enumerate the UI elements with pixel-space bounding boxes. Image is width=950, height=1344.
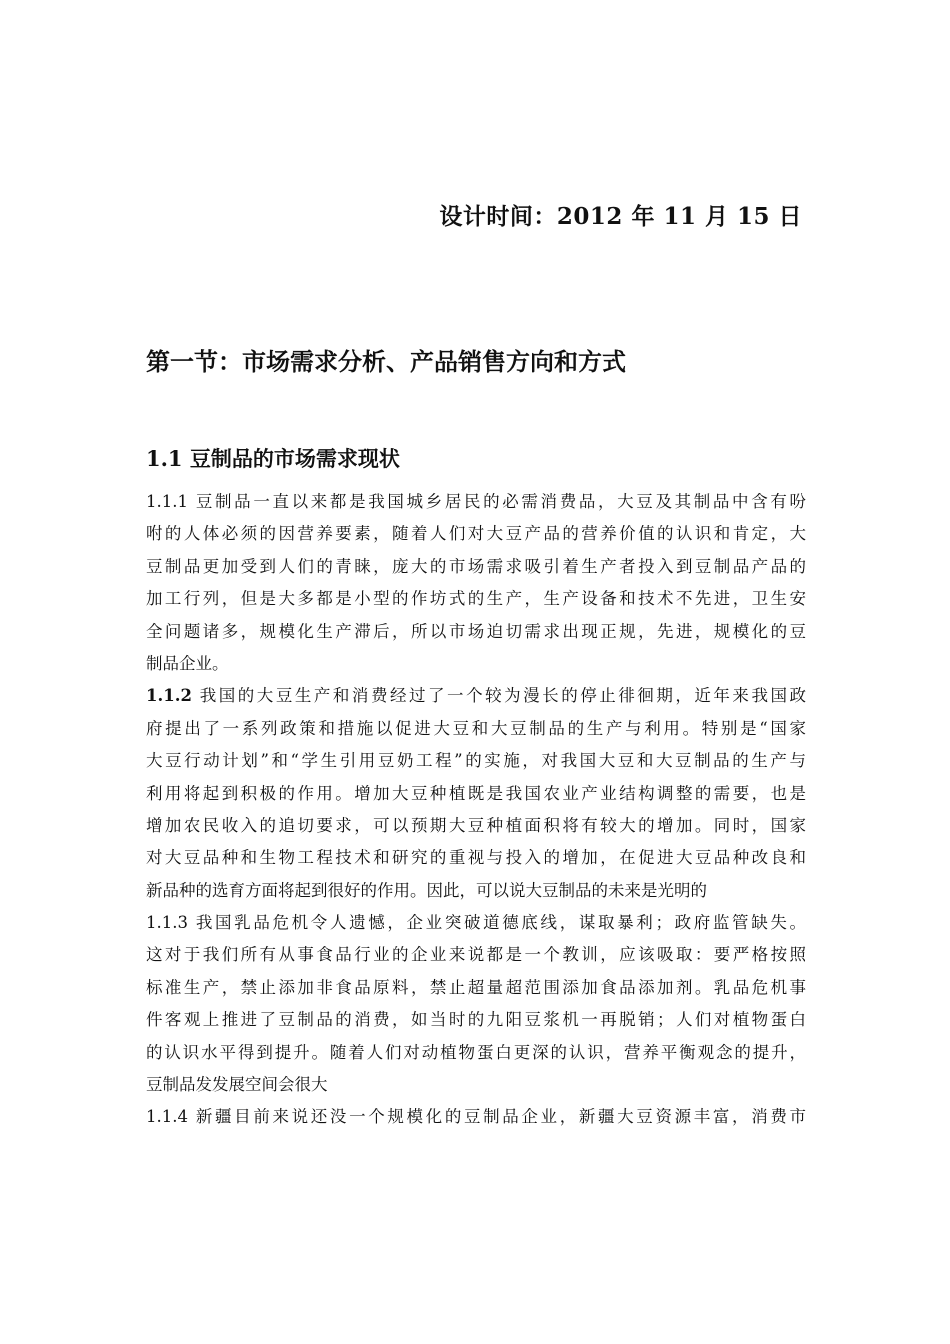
text-line: 这对于我们所有从事食品行业的企业来说都是一个教训，应该吸取：要严格按照 xyxy=(146,945,806,965)
text-line: 新品种的选育方面将起到很好的作用。因此，可以说大豆制品的未来是光明的 xyxy=(146,880,707,900)
text-line: 1.1.3 我国乳品危机令人遗憾，企业突破道德底线，谋取暴利；政府监管缺失。 xyxy=(146,913,806,933)
text-line: 全问题诸多，规模化生产滞后，所以市场迫切需求出现正规，先进，规模化的豆 xyxy=(146,621,806,641)
text-line: 咐的人体必须的因营养要素，随着人们对大豆产品的营养价值的认识和肯定，大 xyxy=(146,524,806,544)
design-time: 设计时间：2012 年 11 月 15 日 xyxy=(439,203,802,230)
paragraph-number: 1.1.2 xyxy=(146,686,192,706)
text-line-content: 我国的大豆生产和消费经过了一个较为漫长的停止徘徊期，近年来我国政 xyxy=(199,686,806,706)
text-line: 标准生产，禁止添加非食品原料，禁止超量超范围添加食品添加剂。乳品危机事 xyxy=(146,977,806,997)
text-line xyxy=(146,680,806,712)
text-line: 豆制品更加受到人们的青睐，庞大的市场需求吸引着生产者投入到豆制品产品的 xyxy=(146,556,806,576)
text-line: 利用将起到积极的作用。增加大豆种植既是我国农业产业结构调整的需要，也是 xyxy=(146,783,806,803)
text-line: 加工行列，但是大多都是小型的作坊式的生产，生产设备和技术不先进，卫生安 xyxy=(146,589,806,609)
text-line: 制品企业。 xyxy=(146,653,229,673)
text-line: 对大豆品种和生物工程技术和研究的重视与投入的增加，在促进大豆品种改良和 xyxy=(146,848,806,868)
section-title: 第一节：市场需求分析、产品销售方向和方式 xyxy=(146,347,626,376)
body-text xyxy=(146,486,806,1134)
text-line: 大豆行动计划”和“学生引用豆奶工程”的实施，对我国大豆和大豆制品的生产与 xyxy=(146,751,806,771)
subsection-title: 1.1 豆制品的市场需求现状 xyxy=(146,446,400,471)
text-line: 豆制品发发展空间会很大 xyxy=(146,1075,328,1095)
text-line: 增加农民收入的追切要求，可以预期大豆种植面积将有较大的增加。同时，国家 xyxy=(146,815,806,835)
text-line: 1.1.4 新疆目前来说还没一个规模化的豆制品企业，新疆大豆资源丰富，消费市 xyxy=(146,1107,806,1127)
text-line: 件客观上推进了豆制品的消费，如当时的九阳豆浆机一再脱销；人们对植物蛋白 xyxy=(146,1010,806,1030)
text-line: 1.1.1 豆制品一直以来都是我国城乡居民的必需消费品，大豆及其制品中含有吩 xyxy=(146,492,806,511)
text-line: 的认识水平得到提升。随着人们对动植物蛋白更深的认识，营养平衡观念的提升， xyxy=(146,1042,806,1062)
text-line: 府提出了一系列政策和措施以促进大豆和大豆制品的生产与利用。特别是“国家 xyxy=(146,718,806,738)
